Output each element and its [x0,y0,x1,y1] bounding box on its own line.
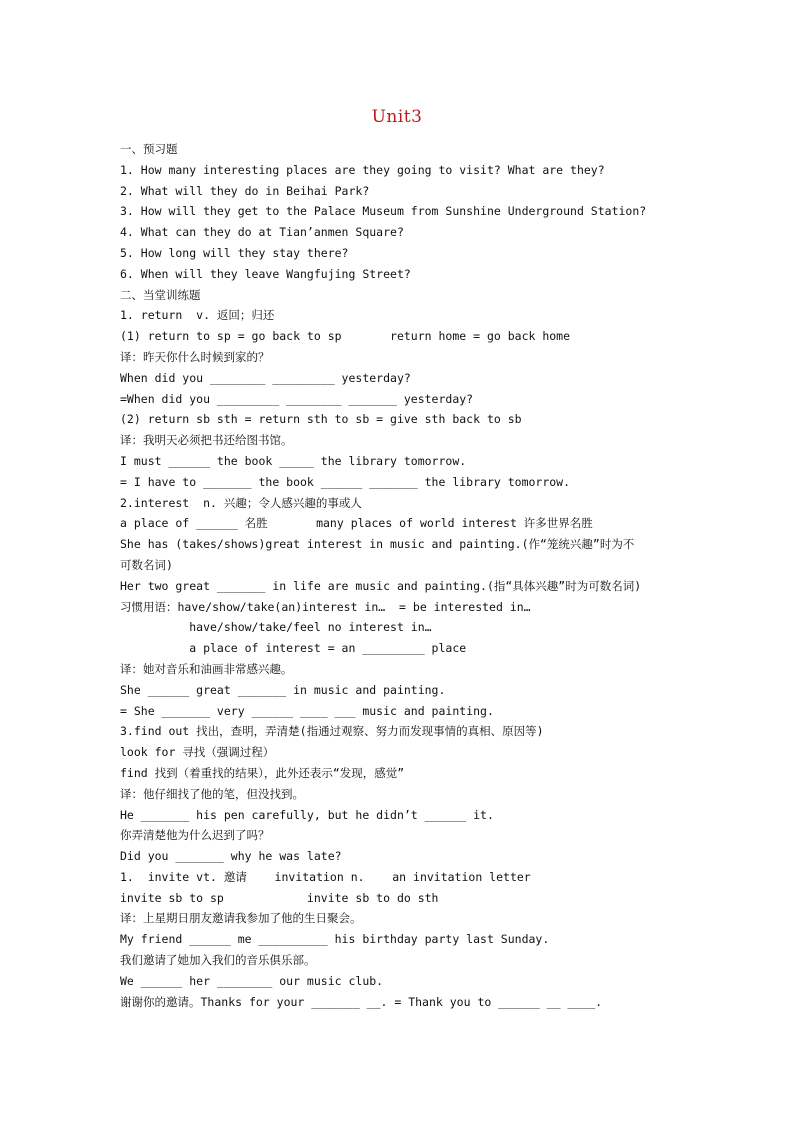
fill-blank-line: When did you ________ _________ yesterday? [120,370,411,385]
vocab-heading-return: 1. return v. 返回；归还 [120,308,275,323]
text-line: invite sb to sp invite sb to do sth [120,890,439,905]
text-line: 可数名词) [120,557,173,572]
fill-blank-line: He _______ his pen carefully, but he didn’t ______ it. [120,807,494,822]
worksheet-body [120,139,690,1012]
fill-blank-line: She ______ great _______ in music and painting. [120,682,446,697]
question-line: 1. How many interesting places are they going to visit? What are they? [120,162,605,177]
translation-prompt: 你弄清楚他为什么迟到了吗？ [120,828,270,843]
translation-prompt: 译：我明天必须把书还给图书馆。 [120,433,293,448]
idiom-line: 习惯用语：have/show/take(an)interest in… = be interested in… [120,599,531,614]
translation-prompt: 译：上星期日朋友邀请我参加了他的生日聚会。 [120,911,362,926]
question-line: 3. How will they get to the Palace Museum from Sunshine Underground Station? [120,204,647,219]
question-line: 4. What can they do at Tian’anmen Square? [120,225,404,240]
section-heading-preview: 一、预习题 [120,142,178,156]
page-title: Unit3 [371,107,423,127]
fill-blank-line: 谢谢你的邀请。Thanks for your _______ __. = Thank you to ______ __ ____. [120,994,603,1009]
question-line: 6. When will they leave Wangfujing Street? [120,266,411,281]
text-line: a place of ______ 名胜 many places of world interest 许多世界名胜 [120,516,593,531]
text-line: Her two great _______ in life are music and painting.(指“具体兴趣”时为可数名词) [120,578,642,593]
question-line: 5. How long will they stay there? [120,245,349,260]
idiom-line: a place of interest = an _________ place [120,641,467,656]
question-line: 2. What will they do in Beihai Park? [120,183,370,198]
translation-prompt: 译：她对音乐和油画非常感兴趣。 [120,661,293,676]
text-line: look for 寻找（强调过程） [120,745,275,760]
text-line: find 找到（着重找的结果），此外还表示“发现，感觉” [120,765,405,780]
translation-prompt: 译：他仔细找了他的笔，但没找到。 [120,786,304,801]
fill-blank-line: My friend ______ me __________ his birthday party last Sunday. [120,932,550,947]
fill-blank-line: = She _______ very ______ ____ ___ music and painting. [120,703,494,718]
translation-prompt: 我们邀请了她加入我们的音乐俱乐部。 [120,953,316,968]
vocab-heading-interest: 2.interest n. 兴趣；令人感兴趣的事或人 [120,495,362,510]
idiom-line: have/show/take/feel no interest in… [120,620,432,635]
fill-blank-line: Did you _______ why he was late? [120,849,342,864]
fill-blank-line: =When did you _________ ________ _______ yesterday? [120,391,474,406]
fill-blank-line: = I have to _______ the book ______ _______ the library tomorrow. [120,474,571,489]
translation-prompt: 译：昨天你什么时候到家的？ [120,349,270,364]
text-line: She has (takes/shows)great interest in music and painting.(作“笼统兴趣”时为不 [120,537,635,552]
fill-blank-line: We ______ her ________ our music club. [120,973,384,988]
fill-blank-line: I must ______ the book _____ the library tomorrow. [120,453,467,468]
vocab-heading-find-out: 3.find out 找出，查明，弄清楚(指通过观察、努力而发现事情的真相、原因等) [120,724,544,739]
section-heading-practice: 二、当堂训练题 [120,287,201,302]
text-line: (1) return to sp = go back to sp return home = go back home [120,329,571,344]
vocab-heading-invite: 1. invite vt. 邀请 invitation n. an invitation letter [120,869,531,884]
text-line: (2) return sb sth = return sth to sb = give sth back to sb [120,412,522,427]
